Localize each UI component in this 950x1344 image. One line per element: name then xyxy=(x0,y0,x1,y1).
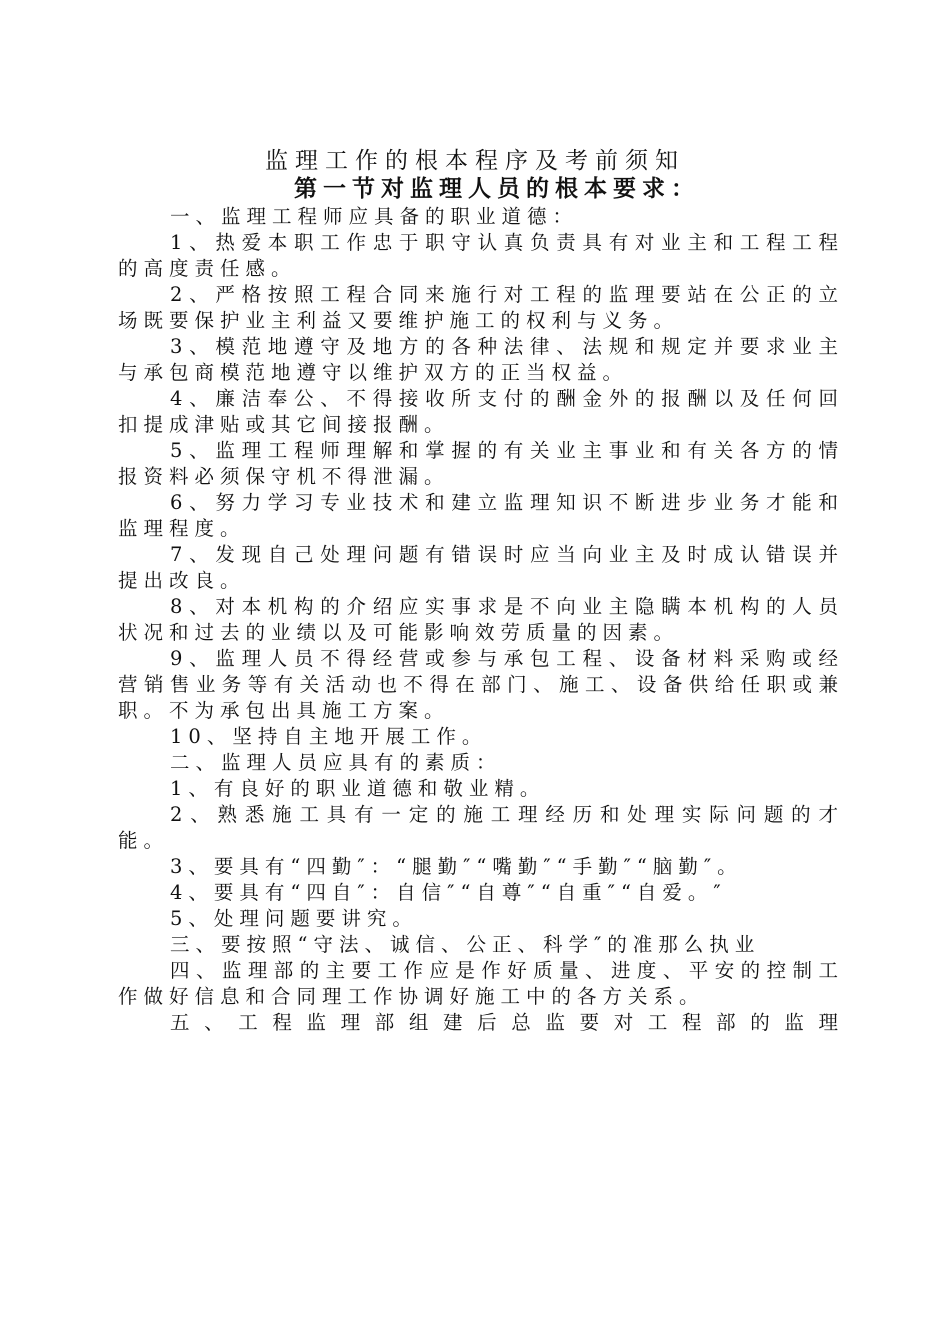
paragraph-item: 2、熟悉施工具有一定的施工理经历和处理实际问题的才能。 xyxy=(118,803,844,852)
paragraph-item: 5、监理工程师理解和掌握的有关业主事业和有关各方的情报资料必须保守机不得泄漏。 xyxy=(118,439,844,488)
paragraph-organization: 五、工程监理部组建后总监要对工程部的监理 xyxy=(170,1011,844,1034)
paragraph-item: 4、要具有“四自″：自信″“自尊″“自重″“自爱。″ xyxy=(170,881,727,904)
paragraph-item: 4、廉洁奉公、不得接收所支付的酬金外的报酬以及任何回扣提成津贴或其它间接报酬。 xyxy=(118,387,844,436)
paragraph-item: 1、热爱本职工作忠于职守认真负责具有对业主和工程工程的高度责任感。 xyxy=(118,231,844,280)
paragraph-item: 1、有良好的职业道德和敬业精。 xyxy=(170,777,546,800)
document-title: 监理工作的根本程序及考前须知 xyxy=(265,148,685,174)
paragraph-item: 7、发现自己处理问题有错误时应当向业主及时成认错误并提出改良。 xyxy=(118,543,844,592)
paragraph-ethics-heading: 一、监理工程师应具备的职业道德： xyxy=(170,205,579,228)
paragraph-item: 9、监理人员不得经营或参与承包工程、设备材料采购或经营销售业务等有关活动也不得在部门、施工、设备供给任职或兼职。不为承包出具施工方案。 xyxy=(118,647,844,722)
paragraph-item: 6、努力学习专业技术和建立监理知识不断进步业务才能和监理程度。 xyxy=(118,491,844,540)
section-heading: 第一节对监理人员的根本要求： xyxy=(294,175,700,202)
paragraph-principles: 三、要按照“守法、诚信、公正、科学″的准那么执业 xyxy=(170,933,761,956)
paragraph-item: 2、严格按照工程合同来施行对工程的监理要站在公正的立场既要保护业主利益又要维护施工的权利与义务。 xyxy=(118,283,844,332)
paragraph-item: 8、对本机构的介绍应实事求是不向业主隐瞒本机构的人员状况和过去的业绩以及可能影响效劳质量的因素。 xyxy=(118,595,844,644)
paragraph-item: 3、要具有“四勤″：“腿勤″“嘴勤″“手勤″“脑勤″。 xyxy=(170,855,743,878)
paragraph-main-work: 四、监理部的主要工作应是作好质量、进度、平安的控制工作做好信息和合同理工作协调好施工中的各方关系。 xyxy=(118,959,844,1008)
paragraph-qualities-heading: 二、监理人员应具有的素质： xyxy=(170,751,502,774)
paragraph-item: 5、处理问题要讲究。 xyxy=(170,907,418,930)
document-body xyxy=(118,204,844,1036)
paragraph-item: 3、模范地遵守及地方的各种法律、法规和规定并要求业主与承包商模范地遵守以维护双方的正当权益。 xyxy=(118,335,844,384)
paragraph-item: 10、坚持自主地开展工作。 xyxy=(170,725,488,748)
